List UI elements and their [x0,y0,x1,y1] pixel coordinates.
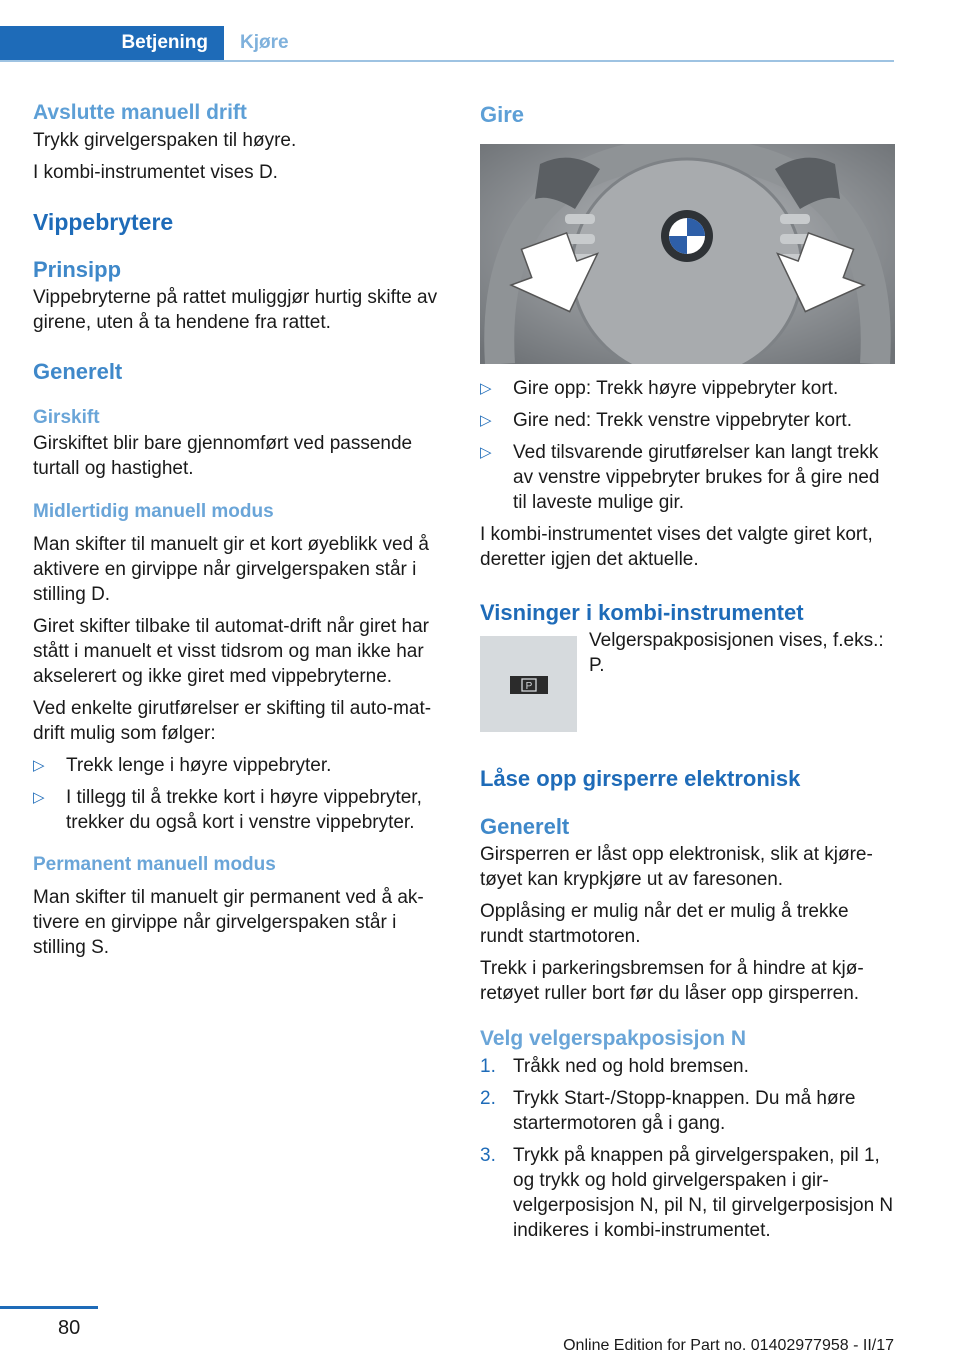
bullet-list [480,376,895,515]
list-item: 2. Trykk Start-/Stopp-knappen. Du må høre startermotoren gå i gang. [480,1088,856,1134]
heading-vippebrytere: Vippebrytere [33,209,174,235]
paragraph: I kombi-instrumentet vises D. [33,162,278,183]
paragraph: Velgerspakposisjonen vises, f.eks.: P. [589,630,884,676]
paragraph: Trekk i parkeringsbremsen for å hindre at kjø-retøyet ruller bort før du låser opp girsperren. [480,958,864,1004]
bullet-list [33,753,453,835]
heading-midlertidig-manuell-modus: Midlertidig manuell modus [33,501,274,522]
heading-gire: Gire [480,102,525,127]
paragraph: I kombi-instrumentet vises det valgte giret kort, deretter igjen det aktuelle. [480,524,873,570]
paragraph: Ved enkelte girutførelser er skifting til auto-mat-drift mulig som følger: [33,698,432,744]
paragraph: Trykk girvelgerspaken til høyre. [33,130,297,151]
list-item: ▷ Trekk lenge i høyre vippebryter. [33,755,332,776]
heading-prinsipp: Prinsipp [33,257,122,282]
edition-footer: Online Edition for Part no. 01402977958 - II/17 [563,1337,894,1354]
list-item: 1. Tråkk ned og hold bremsen. [480,1056,749,1077]
paragraph: Man skifter til manuelt gir et kort øyeblikk ved å aktivere en girvippe når girvelgerspaken står i stilling D. [33,534,429,605]
display-gear-letter: P [525,681,533,692]
list-item: ▷ Ved tilsvarende girutførelser kan langt trekk av venstre vippebryter brukes for å gire ned til laveste mulige gir. [480,442,880,513]
triangle-bullet-icon: ▷ [480,412,492,429]
header-rule [0,60,894,62]
tab-kjore[interactable]: Kjøre [240,32,289,53]
paragraph: Man skifter til manuelt gir permanent ved å ak-tivere en girvippe når girvelgerspaken står i stilling S. [33,887,424,958]
heading-lase-opp-girsperre-elektronisk: Låse opp girsperre elektronisk [480,766,801,791]
triangle-bullet-icon: ▷ [33,789,45,806]
paragraph: Opplåsing er mulig når det er mulig å trekke rundt startmotoren. [480,901,849,947]
heading-permanent-manuell-modus: Permanent manuell modus [33,854,276,875]
paragraph: Girskiftet blir bare gjennomført ved passende turtall og hastighet. [33,433,413,479]
triangle-bullet-icon: ▷ [480,444,492,461]
paragraph: Giret skifter tilbake til automat-drift når giret har stått i manuelt et visst tidsrom og man ikke har akselerert og ikke giret med vippebryterne. [33,616,429,687]
triangle-bullet-icon: ▷ [33,757,45,774]
list-item: ▷ Gire ned: Trekk venstre vippebryter kort. [480,410,852,431]
left-column [33,100,453,960]
page-number: 80 [58,1317,81,1339]
heading-avslutte-manuell-drift: Avslutte manuell drift [33,101,247,124]
display-example [480,628,895,738]
list-item: 3. Trykk på knappen på girvelgerspaken, pil 1, og trykk og hold girvelgerspaken i gir-velgerposisjon N, pil N, til girvelgerposisjon N indikeres i kombi-instrumentet. [480,1145,894,1241]
paragraph: Girsperren er låst opp elektronisk, slik at kjøre-tøyet kan krypkjøre ut av faresonen. [480,844,873,890]
numbered-list [480,1054,895,1243]
steering-wheel-illustration [480,144,895,364]
paragraph: Vippebryterne på rattet muliggjør hurtig skifte av girene, uten å ta hendene fra rattet. [33,287,438,333]
triangle-bullet-icon: ▷ [480,380,492,397]
footer-rule [0,1306,98,1309]
tab-betjening[interactable]: Betjening [0,26,224,60]
heading-visninger-i-kombi-instrumentet: Visninger i kombi-instrumentet [480,600,804,625]
right-column [480,100,895,1250]
list-item: ▷ I tillegg til å trekke kort i høyre vippebryter, trekker du også kort i venstre vippebryter. [33,787,422,833]
heading-generelt: Generelt [480,814,570,839]
heading-generelt: Generelt [33,359,123,384]
heading-girskift: Girskift [33,407,100,428]
heading-velg-velgerspakposisjon-n: Velg velgerspakposisjon N [480,1027,747,1050]
instrument-display-icon [480,636,577,732]
page-header [0,0,894,62]
list-item: ▷ Gire opp: Trekk høyre vippebryter kort. [480,378,839,399]
